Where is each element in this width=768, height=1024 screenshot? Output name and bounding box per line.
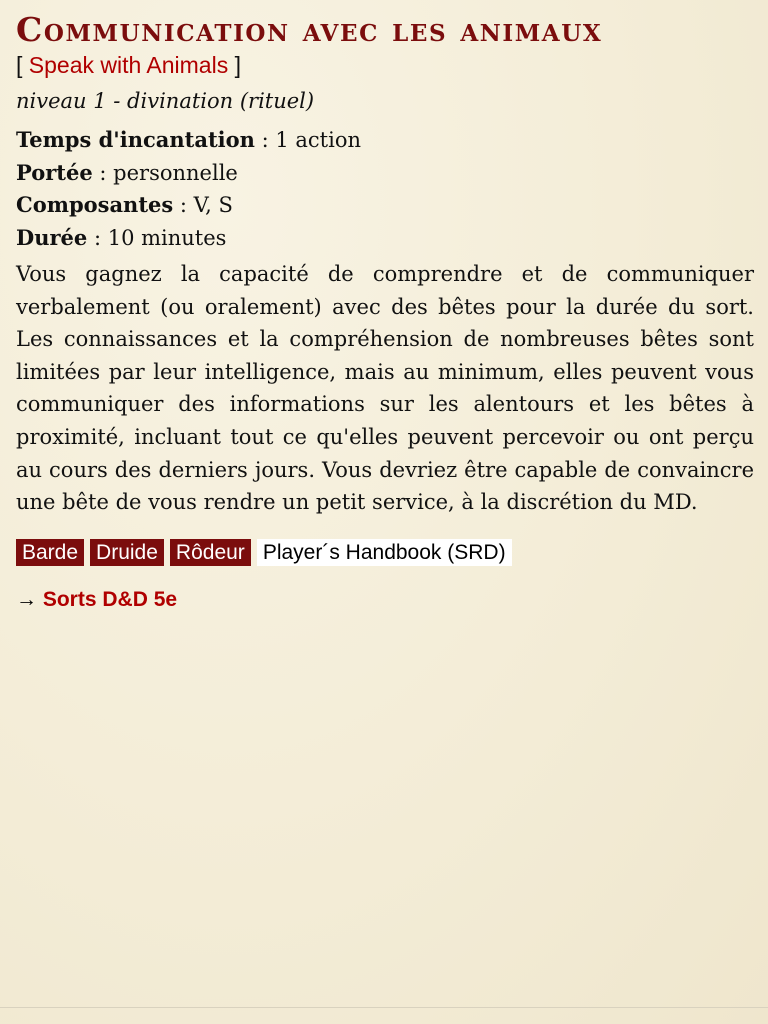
source-tag: Player´s Handbook (SRD) (257, 539, 512, 566)
class-tag-barde[interactable]: Barde (16, 539, 84, 566)
class-tag-rodeur[interactable]: Rôdeur (170, 539, 251, 566)
english-name-link[interactable]: Speak with Animals (28, 52, 229, 78)
bracket-open: [ (16, 52, 23, 78)
stat-value: personnelle (113, 160, 238, 185)
arrow-right-icon: → (16, 587, 37, 611)
stat-value: 10 minutes (107, 225, 227, 250)
stat-label: Composantes (16, 192, 174, 217)
class-tag-druide[interactable]: Druide (90, 539, 164, 566)
spell-title: Communication avec les animaux (16, 10, 603, 49)
spell-description: Vous gagnez la capacité de comprendre et de communiquer verbalement (ou oralement) avec des bêtes pour la durée du sort. Les connaissances et la compréhension de nombreuses bêtes sont limitées par leur intelligence, mais au minimum, elles peuvent vous communiquer des informations sur les alentours et les bêtes à proximité, incluant tout ce qu'elles peuvent percevoir ou ont perçu au cours des derniers jours. Vous devriez être capable de convaincre une bête de vous rendre un petit service, à la discrétion du MD. (16, 262, 754, 515)
spell-page (16, 10, 754, 614)
spell-tags (16, 539, 754, 566)
back-nav (16, 586, 754, 614)
stat-value: 1 action (275, 128, 361, 152)
stat-casting-time: Temps d'incantation : 1 action (16, 127, 361, 152)
spells-index-link[interactable]: Sorts D&D 5e (42, 587, 178, 611)
stat-components: Composantes : V, S (16, 192, 233, 217)
bracket-close: ] (234, 52, 241, 78)
english-name-line (16, 50, 754, 80)
stat-value: V, S (193, 193, 233, 217)
stat-duration: Durée : 10 minutes (16, 224, 227, 250)
spell-stats (16, 124, 754, 254)
spell-level: niveau 1 - divination (rituel) (16, 89, 315, 113)
stat-label: Portée (16, 159, 93, 185)
stat-label: Durée (16, 224, 88, 250)
stat-range: Portée : personnelle (16, 159, 238, 185)
stat-label: Temps d'incantation (16, 127, 255, 152)
bottom-divider (0, 1007, 768, 1008)
